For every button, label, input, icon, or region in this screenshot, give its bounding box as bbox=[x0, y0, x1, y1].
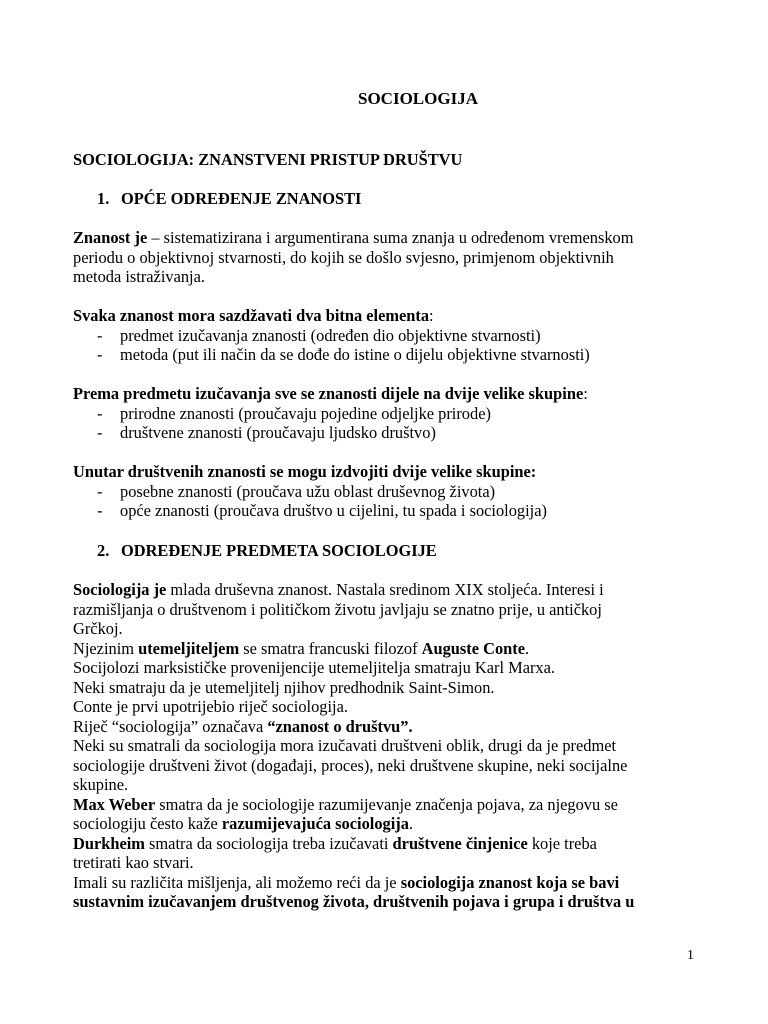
text-span: sociologiju često kaže bbox=[73, 814, 222, 833]
list-lead bbox=[73, 384, 701, 404]
term-bold: Sociologija je bbox=[73, 580, 167, 599]
paragraph-line bbox=[73, 580, 713, 600]
paragraph-line bbox=[73, 873, 713, 893]
lead-bold: Svaka znanost mora sazdžavati dva bitna elementa bbox=[73, 306, 430, 325]
list-lead bbox=[73, 462, 701, 482]
list-item-text: metoda (put ili način da se dođe do istine o dijelu objektivne stvarnosti) bbox=[120, 345, 590, 364]
list-item-text: predmet izučavanja znanosti (određen dio objektivne stvarnosti) bbox=[120, 325, 541, 345]
term-bold: razumijevajuća sociologija bbox=[221, 814, 409, 833]
lead-tail: : bbox=[429, 306, 434, 325]
text-span: smatra da sociologija treba izučavati bbox=[144, 833, 393, 853]
dash-bullet: - bbox=[97, 481, 103, 501]
text-span: – sistematizirana i argumentirana suma znanja u određenom vremenskom bbox=[147, 228, 634, 247]
section-heading: SOCIOLOGIJA: ZNANSTVENI PRISTUP DRUŠTVU bbox=[73, 150, 463, 169]
paragraph-line: Socijolozi marksističke provenijencije utemeljitelja smatraju Karl Marxa. bbox=[73, 658, 556, 677]
list-item-text: opće znanosti (proučava društvo u cijelini, tu spada i sociologija) bbox=[120, 501, 547, 520]
dash-list-unutar bbox=[73, 482, 701, 521]
paragraph-line: Neki smatraju da je utemeljitelj njihov predhodnik Saint-Simon. bbox=[73, 677, 495, 697]
paragraph-line bbox=[73, 892, 713, 912]
paragraph-line: periodu o objektivnoj stvarnosti, do kojih se došlo svjesno, primjenom objektivnih bbox=[73, 247, 614, 267]
paragraph-line: Grčkoj. bbox=[73, 619, 123, 638]
paragraph-line bbox=[73, 228, 701, 248]
text-span: koje treba bbox=[527, 833, 597, 853]
list-item bbox=[73, 501, 701, 521]
dash-bullet: - bbox=[97, 345, 103, 364]
term-bold: Auguste Conte bbox=[421, 638, 525, 658]
list-item bbox=[73, 345, 701, 365]
lead-bold: Prema predmetu izučavanja sve se znanosti dijele na dvije velike skupine bbox=[73, 384, 584, 403]
paragraph-line: metoda istraživanja. bbox=[73, 267, 205, 286]
paragraph-line: Neki su smatrali da sociologija mora izučavati društveni oblik, drugi da je predmet bbox=[73, 736, 617, 755]
dash-bullet: - bbox=[97, 325, 103, 345]
paragraph-line: skupine. bbox=[73, 775, 129, 794]
term-bold: sociologija znanost koja se bavi bbox=[400, 872, 620, 892]
list-item-text: društvene znanosti (proučavaju ljudsko društvo) bbox=[120, 423, 436, 442]
text-span: . bbox=[525, 638, 530, 658]
paragraph-line bbox=[73, 795, 713, 815]
text-span: se smatra francuski filozof bbox=[239, 638, 422, 658]
term-bold: Durkheim bbox=[73, 833, 145, 853]
list-item bbox=[73, 482, 701, 502]
paragraph-skupine bbox=[73, 384, 701, 443]
term-bold: Znanost je bbox=[73, 228, 148, 247]
paragraph-line: sociologije društveni život (događaji, proces), neki društvene skupine, neki socijalne bbox=[73, 755, 628, 775]
text-span: . bbox=[408, 814, 414, 833]
list-lead bbox=[73, 306, 701, 326]
heading-1-number: 1. bbox=[97, 189, 110, 208]
paragraph-sociologija bbox=[73, 580, 713, 912]
lead-tail: : bbox=[583, 384, 588, 403]
list-item-text: prirodne znanosti (proučavaju pojedine odjeljke prirode) bbox=[120, 403, 491, 423]
term-bold: Max Weber bbox=[73, 794, 156, 814]
paragraph-line: razmišljanja o društvenom i političkom životu javljaju se znatno prije, u antičkoj bbox=[73, 599, 602, 619]
heading-2-number: 2. bbox=[97, 541, 110, 560]
heading-2-text: ODREĐENJE PREDMETA SOCIOLOGIJE bbox=[121, 541, 437, 560]
paragraph-line: Conte je prvi upotrijebio riječ sociologija. bbox=[73, 697, 348, 716]
paragraph-line bbox=[73, 717, 713, 737]
list-item bbox=[73, 404, 701, 424]
heading-1 bbox=[73, 189, 701, 209]
page-number: 1 bbox=[687, 948, 694, 963]
heading-1-text: OPĆE ODREĐENJE ZNANOSTI bbox=[121, 189, 362, 208]
term-bold: “znanost o društvu”. bbox=[267, 716, 413, 736]
lead-bold: Unutar društvenih znanosti se mogu izdvojiti dvije velike skupine: bbox=[73, 462, 537, 481]
text-span: Riječ “sociologija” označava bbox=[73, 716, 268, 736]
list-item-text: posebne znanosti (proučava užu oblast druševnog života) bbox=[120, 481, 496, 501]
text-span: mlada druševna znanost. Nastala sredinom XIX stoljeća. Interesi i bbox=[166, 580, 604, 599]
list-item bbox=[73, 423, 701, 443]
term-bold: sustavnim izučavanjem društvenog života, društvenih pojava i grupa i društva u bbox=[73, 892, 635, 911]
text-span: smatra da je sociologije razumijevanje značenja pojava, za njegovu se bbox=[155, 794, 618, 814]
document-title: SOCIOLOGIJA bbox=[358, 89, 478, 108]
list-item bbox=[73, 326, 701, 346]
dash-bullet: - bbox=[97, 403, 103, 423]
dash-bullet: - bbox=[97, 501, 103, 520]
paragraph-line bbox=[73, 639, 713, 659]
dash-list-skupine bbox=[73, 404, 701, 443]
term-bold: društvene činjenice bbox=[392, 833, 528, 853]
paragraph-znanost bbox=[73, 228, 701, 287]
text-span: Njezinim bbox=[73, 638, 139, 658]
paragraph-line bbox=[73, 834, 713, 854]
paragraph-line: tretirati kao stvari. bbox=[73, 853, 194, 872]
dash-bullet: - bbox=[97, 423, 103, 442]
dash-list-elementi bbox=[73, 326, 701, 365]
heading-2 bbox=[73, 541, 701, 561]
term-bold: utemeljiteljem bbox=[138, 638, 240, 658]
paragraph-unutar bbox=[73, 462, 701, 521]
text-span: Imali su različita mišljenja, ali možemo reći da je bbox=[73, 872, 401, 892]
paragraph-elementi bbox=[73, 306, 701, 365]
paragraph-line bbox=[73, 814, 713, 834]
